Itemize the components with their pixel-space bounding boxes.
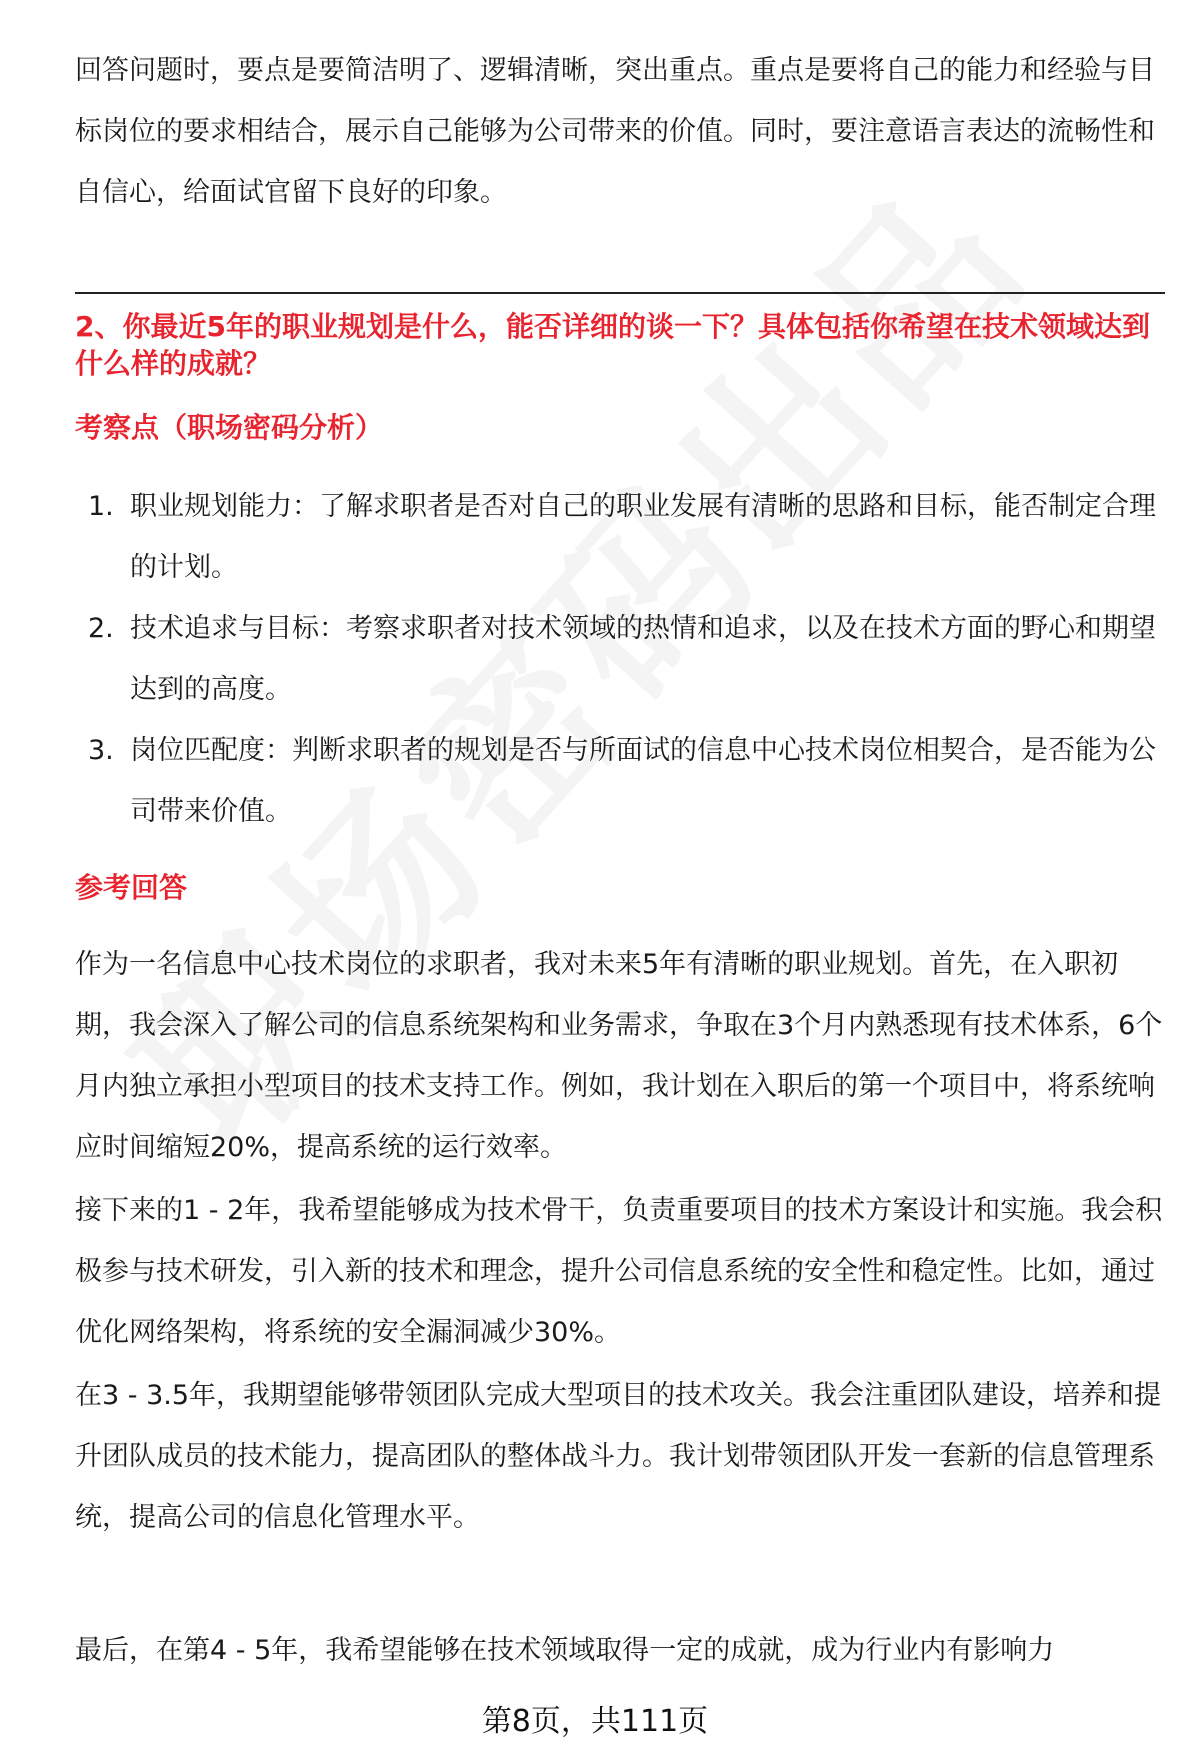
exam-points-heading: 考察点（职场密码分析） <box>75 411 384 444</box>
list-item <box>75 476 1165 598</box>
answer-paragraph: 在3 - 3.5年，我期望能够带领团队完成大型项目的技术攻关。我会注重团队建设，培养和提升团队成员的技术能力，提高团队的整体战斗力。我计划带领团队开发一套新的信息管理系统，提高公司的信息化管理水平。 <box>75 1380 1162 1533</box>
section-divider <box>75 292 1165 294</box>
list-item-text: 岗位匹配度：判断求职者的规划是否与所面试的信息中心技术岗位相契合，是否能为公司带来价值。 <box>130 735 1156 827</box>
reference-answer-heading: 参考回答 <box>75 871 188 904</box>
answer-paragraph: 作为一名信息中心技术岗位的求职者，我对未来5年有清晰的职业规划。首先，在入职初期，我会深入了解公司的信息系统架构和业务需求，争取在3个月内熟悉现有技术体系，6个月内独立承担小型项目的技术支持工作。例如，我计划在入职后的第一个项目中，将系统响应时间缩短20%，提高系统的运行效率。 <box>75 949 1163 1163</box>
question-title: 2、你最近5年的职业规划是什么，能否详细的谈一下？具体包括你希望在技术领域达到什么样的成就？ <box>75 310 1150 380</box>
list-item-number: 3. <box>88 735 114 766</box>
list-item <box>75 720 1165 842</box>
list-item-text: 技术追求与目标：考察求职者对技术领域的热情和追求，以及在技术方面的野心和期望达到的高度。 <box>130 613 1156 705</box>
list-item-text: 职业规划能力：了解求职者是否对自己的职业发展有清晰的思路和目标，能否制定合理的计划。 <box>130 491 1156 583</box>
intro-paragraph: 回答问题时，要点是要简洁明了、逻辑清晰，突出重点。重点是要将自己的能力和经验与目标岗位的要求相结合，展示自己能够为公司带来的价值。同时，要注意语言表达的流畅性和自信心，给面试官留下良好的印象。 <box>75 55 1155 208</box>
exam-points-list <box>75 476 1165 842</box>
list-item-number: 2. <box>88 613 114 644</box>
page-number: 第8页，共111页 <box>481 1704 709 1739</box>
answer-paragraph: 接下来的1 - 2年，我希望能够成为技术骨干，负责重要项目的技术方案设计和实施。我会积极参与技术研发，引入新的技术和理念，提升公司信息系统的安全性和稳定性。比如，通过优化网络架构，将系统的安全漏洞减少30%。 <box>75 1195 1163 1348</box>
list-item <box>75 598 1165 720</box>
list-item-number: 1. <box>88 491 114 522</box>
answer-paragraph: 最后，在第4 - 5年，我希望能够在技术领域取得一定的成就，成为行业内有影响力 <box>75 1635 1055 1666</box>
